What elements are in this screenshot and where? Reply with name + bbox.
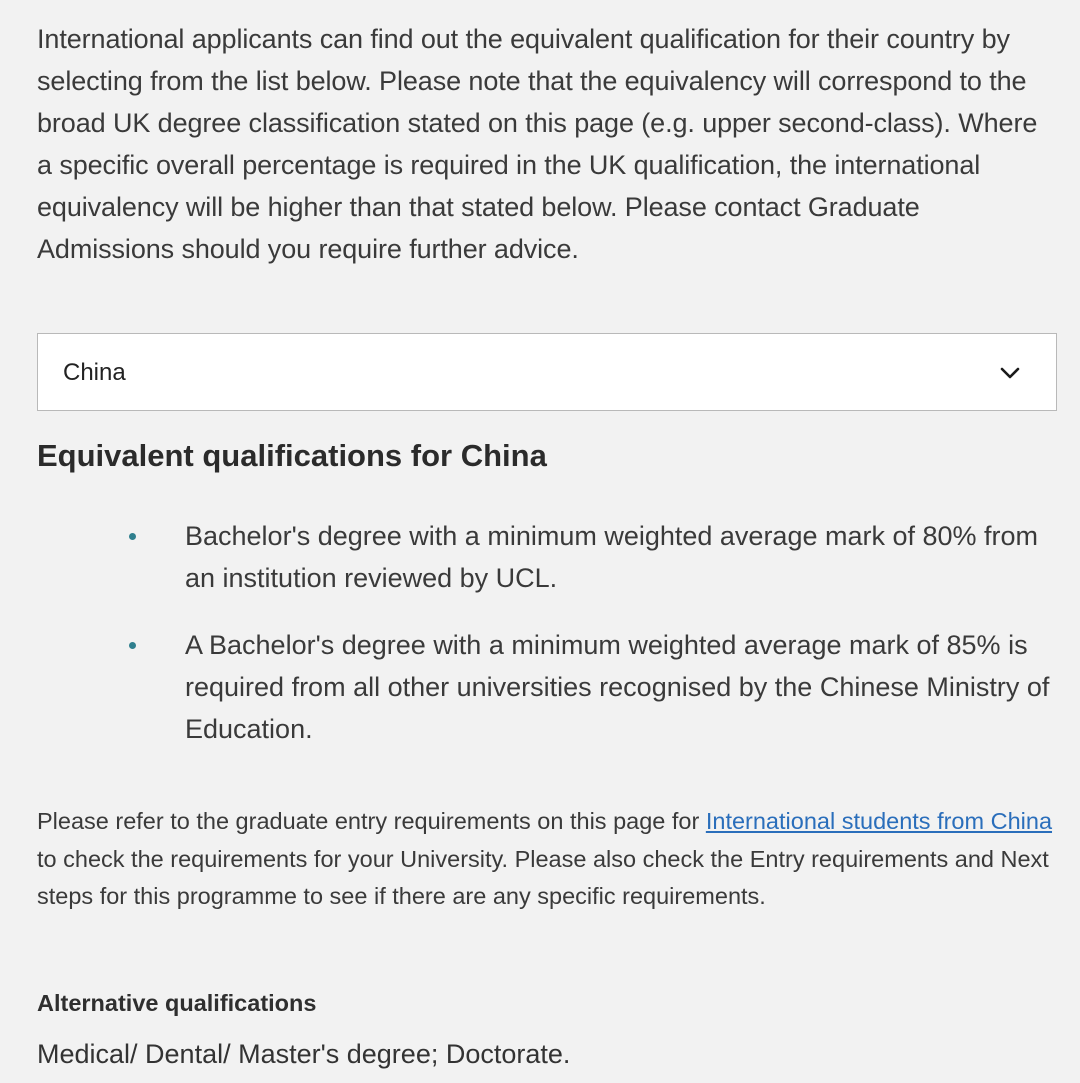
- equivalent-qualifications-heading: Equivalent qualifications for China: [37, 438, 547, 473]
- note-text-start: Please refer to the graduate entry requirements on this page for: [37, 808, 706, 834]
- country-select-value: China: [63, 359, 126, 386]
- list-item-text: Bachelor's degree with a minimum weighted average mark of 80% from an institution reviewed by UCL.: [185, 521, 1039, 593]
- alternative-qualifications-text: Medical/ Dental/ Master's degree; Doctorate.: [37, 1039, 571, 1069]
- note-text-end: to check the requirements for your University. Please also check the Entry requirements and Next steps for this programme to see if there are any specific requirements.: [37, 845, 1049, 909]
- entry-requirements-note: [37, 803, 1059, 916]
- list-item: [37, 624, 1059, 750]
- qualification-equivalency-section: [37, 18, 1059, 1069]
- list-item: [37, 515, 1059, 599]
- intro-paragraph: International applicants can find out the equivalent qualification for their country by selecting from the list below. Please note that the equivalency will correspond to the broad UK degree classification stated on this page (e.g. upper second-class). Where a specific overall percentage is required in the UK qualification, the international equivalency will be higher than that stated below. Please contact Graduate Admissions should you require further advice.: [37, 24, 1038, 264]
- international-students-link[interactable]: International students from China: [705, 808, 1053, 834]
- country-select[interactable]: [37, 333, 1057, 411]
- list-item-text: A Bachelor's degree with a minimum weighted average mark of 85% is required from all other universities recognised by the Chinese Ministry of Education.: [185, 630, 1050, 744]
- equivalent-qualifications-list: [37, 515, 1059, 775]
- bullet-icon: [129, 533, 136, 540]
- alternative-qualifications-heading: Alternative qualifications: [37, 990, 317, 1016]
- chevron-down-icon[interactable]: [998, 361, 1022, 385]
- bullet-icon: [129, 642, 136, 649]
